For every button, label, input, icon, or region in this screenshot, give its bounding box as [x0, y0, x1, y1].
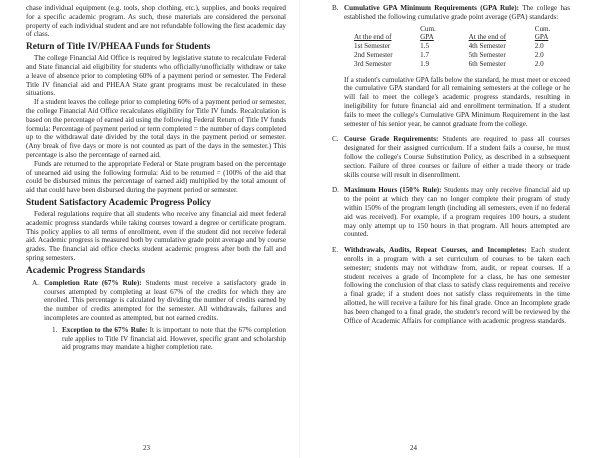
list-item-e — [332, 246, 570, 325]
table-cell: 1.9 — [420, 59, 430, 68]
list-item-c — [332, 135, 570, 179]
list-marker: E. — [332, 246, 339, 255]
table-header-cell: GPA — [534, 33, 549, 42]
list-marker: D. — [332, 186, 339, 195]
return-paragraph-1: The college Financial Aid Office is required by legislative statute to recalculate Federal and State financial aid eligibility for students who officially/unofficially withdraw or take a leave of absence prior to completing 60% of a payment period or semester. The Federal Title IV financial aid and PHEAA State grant programs must be recalculated in these situations. — [26, 54, 286, 98]
return-paragraph-3: Funds are returned to the appropriate Federal or State program based on the percentage of unearned aid using the following formula: Aid to be returned = (100% of the aid that could be disbursed minus the percentage of earned aid) multiplied by the total amount of aid that could have been disbursed during the payment period or semester. — [26, 159, 286, 195]
item-b-text: The college has established the following cumulative grade point average (GPA) standards: — [344, 4, 571, 21]
item-e-text: Each student enrolls in a program with a set curriculum of courses to be taken each semester; students may not withdraw from, audit, or repeat courses. If a student receives a grade of Incomplete for a class, he has one semester following the conclusion of that class to satisfy class requirements and receive a final grade; if a student does not satisfy class requirements in the time allotted, he will receive a failure for his final grade. Once an Incomplete grade has been changed to a final grade, the student's record will be reviewed by the Office of Academic Affairs for compliance with academic progress standards. — [344, 246, 570, 325]
table-header-cell — [469, 25, 535, 34]
item-d-lead: Maximum Hours (150% Rule): — [344, 186, 442, 195]
item-1-lead: Exception to the 67% Rule: — [62, 325, 148, 334]
table-cell: 1st Semester — [354, 42, 391, 51]
table-cell: 2.0 — [534, 59, 544, 68]
item-a-lead: Completion Rate (67% Rule): — [44, 278, 142, 287]
table-cell: 5th Semester — [468, 50, 506, 59]
list-item-b — [332, 4, 570, 128]
sap-paragraph: Federal regulations require that all students who receive any financial aid meet federal academic progress standards while taking courses toward a degree or certificate program. This policy applies to all terms of enrollment, even if the student did not receive federal aid. Academic progress is measured both by cumulative grade point average and by course grades. The financial aid office checks student academic progress after both the fall and spring semesters. — [26, 209, 286, 262]
page-number-left: 23 — [143, 444, 150, 452]
item-c-lead: Course Grade Requirements: — [344, 135, 439, 144]
table-header-cell: At the end of — [468, 33, 507, 42]
gpa-table — [354, 25, 570, 69]
table-cell: 2.0 — [534, 42, 544, 51]
table-cell: 3rd Semester — [354, 59, 392, 68]
table-header-top-row — [354, 25, 570, 34]
table-cell: 2nd Semester — [354, 50, 393, 59]
item-d-text: Students may only receive financial aid up to the point at which they can no longer complete their program of study within 150% of the program length (including all semesters, even if no federal aid was received). For example, if a program requires 100 hours, a student may only attempt up to 150 hours in that program. All hours attempted are counted. — [344, 186, 570, 239]
table-header-row — [354, 33, 570, 42]
item-e-lead: Withdrawals, Audits, Repeat Courses, and Incompletes: — [344, 246, 527, 255]
table-row — [354, 60, 570, 69]
list-marker: B. — [332, 4, 339, 12]
progress-standards-heading: Academic Progress Standards — [26, 265, 145, 276]
list-marker: C. — [332, 135, 339, 144]
table-row — [354, 51, 570, 60]
item-c-text: Students are required to pass all courses designated for their assigned curriculum. If a student fails a course, he must follow the college's Course Substitution Policy, as described in a subsequent section. Failure of three courses or failure of either a trade theory or trade skills course will result in disenrollment. — [344, 135, 570, 179]
list-item-d — [332, 186, 570, 239]
intro-paragraph: chase individual equipment (e.g. tools, shop clothing, etc.), supplies, and books required for a specific academic program. As such, these materials are considered the personal property of each individual student and are not refundable following the first academic day of class. — [26, 4, 286, 39]
item-a-text: Students must receive a satisfactory grade in courses attempted by completing at least 67% of the credits for which they are enrolled. This percentage is calculated by dividing the number of credits earned by the number of credits attempted for the semester. All withdrawals, failures and incompletes are counted as attempted, but not earned credits. — [44, 278, 286, 322]
item-b-followup: If a student's cumulative GPA falls below the standard, he must meet or exceed the cumulative GPA standard for all remaining semesters at the college or he will fail to meet the college's academic progress standards, resulting in ineligibility for future financial aid and enrollment termination. If a student fails to meet the college's Cumulative GPA Minimum Requirement in the last semester of his senior year, he cannot graduate from the college. — [344, 75, 570, 128]
return-paragraph-2: If a student leaves the college prior to completing 60% of a payment period or semester, the college Financial Aid Office recalculates eligibility for Title IV funds. Recalculation is based on the percentage of earned aid using the following Federal Return of Title IV funds formula: Percentage of payment period or term completed = the number of days completed up to the withdrawal date divided by the total days in the payment period or semester. (Any break of five days or more is not counted as part of the days in the semester.) This percentage is also the percentage of earned aid. — [26, 98, 287, 159]
table-cell: 1.5 — [420, 42, 430, 51]
sap-heading: Student Satisfactory Academic Progress Policy — [26, 197, 212, 208]
table-header-cell: At the end of — [354, 33, 392, 42]
item-b-lead: Cumulative GPA Minimum Requirements (GPA Rule): — [344, 4, 520, 12]
page-number-right: 24 — [410, 444, 417, 452]
table-cell: 4th Semester — [468, 42, 506, 51]
table-header-cell: Cum. — [534, 24, 551, 33]
table-cell: 2.0 — [534, 50, 544, 59]
table-cell: 1.7 — [420, 50, 430, 59]
table-header-cell: Cum. — [420, 24, 436, 33]
list-marker: 1. — [52, 325, 58, 334]
list-item-1 — [26, 326, 286, 352]
table-row — [354, 42, 570, 51]
table-header-cell: GPA — [420, 33, 434, 42]
return-funds-heading: Return of Title IV/PHEAA Funds for Students — [26, 42, 211, 53]
right-page — [300, 0, 600, 458]
list-marker: A. — [32, 278, 39, 287]
table-header-cell — [354, 25, 420, 34]
list-item-a — [26, 279, 286, 323]
table-cell: 6th Semester — [468, 59, 506, 68]
item-1-text: It is important to note that the 67% completion rule applies to Title IV financial aid. However, specific grant and scholarship aid programs may mandate a higher completion rate. — [62, 325, 286, 352]
